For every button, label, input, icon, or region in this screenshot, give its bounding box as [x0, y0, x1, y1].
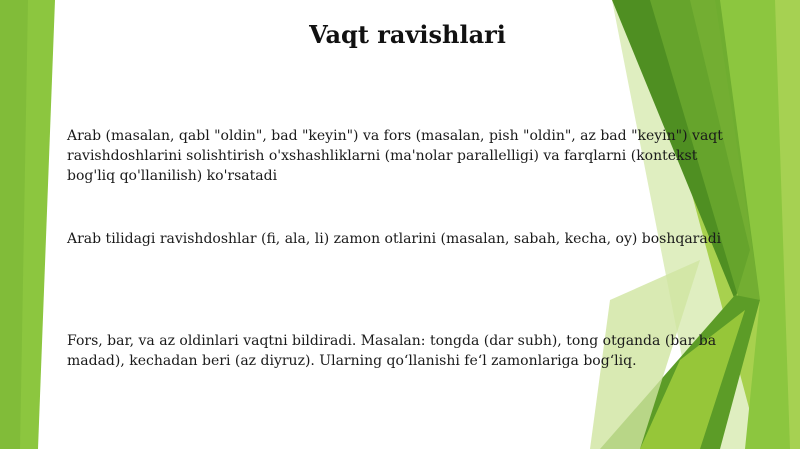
paragraph-comparison: Arab (masalan, qabl "oldin", bad "keyin") va fors (masalan, pish "oldin", az bad "keyin") vaqt ravishdoshlarini solishtirish o'xshashliklarni (ma'nolar parallelligi) va farqlarni (kontekst bog'liq qo'llanilish) ko'rsatadi	[67, 128, 723, 184]
paragraph-persian-prepositions: Fors, bar, va az oldinlari vaqtni bildiradi. Masalan: tongda (dar subh), tong otganda (bar ba madad), kechadan beri (az diyruz). Ularning qo‘llanishi fe‘l zamonlariga bog‘liq.	[67, 333, 717, 369]
slide-title: Vaqt ravishlari	[309, 20, 506, 49]
paragraph-arabic-adverbs: Arab tilidagi ravishdoshlar (fi, ala, li) zamon otlarini (masalan, sabah, kecha, oy) boshqaradi	[67, 231, 722, 247]
